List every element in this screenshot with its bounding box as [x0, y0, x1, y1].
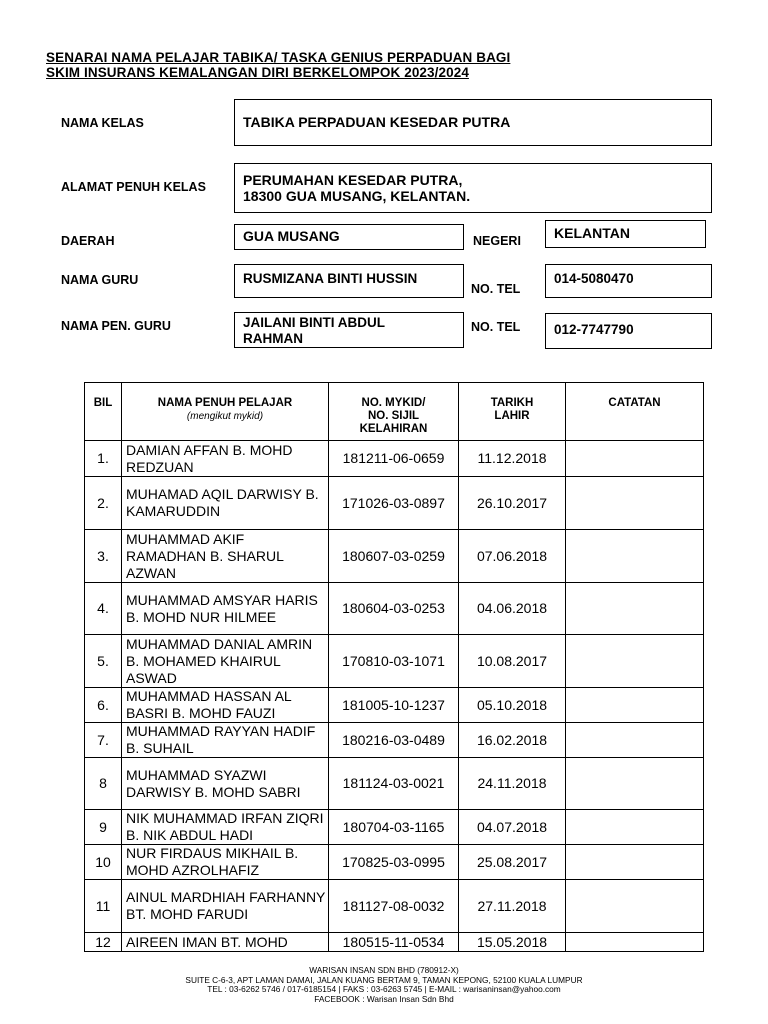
pen-guru-line-2: RAHMAN [243, 331, 303, 346]
cell-dob: 11.12.2018 [459, 441, 566, 477]
cell-name: MUHAMMAD AMSYAR HARIS B. MOHD NUR HILMEE [122, 583, 329, 635]
cell-catatan [566, 933, 704, 952]
cell-dob: 05.10.2018 [459, 688, 566, 723]
cell-mykid: 181005-10-1237 [329, 688, 459, 723]
nama-guru-label: NAMA GURU [61, 273, 139, 287]
cell-catatan [566, 530, 704, 583]
title-line-1: SENARAI NAMA PELAJAR TABIKA/ TASKA GENIUS PERPADUAN BAGI [46, 50, 511, 65]
cell-bil: 11 [85, 880, 122, 933]
alamat-line-2: 18300 GUA MUSANG, KELANTAN. [243, 188, 471, 204]
cell-dob: 15.05.2018 [459, 933, 566, 952]
cell-bil: 5. [85, 635, 122, 688]
table-row [85, 441, 704, 477]
cell-bil: 2. [85, 477, 122, 530]
cell-mykid: 170825-03-0995 [329, 845, 459, 880]
daerah-label: DAERAH [61, 234, 115, 248]
cell-mykid: 180515-11-0534 [329, 933, 459, 952]
cell-mykid: 181127-08-0032 [329, 880, 459, 933]
cell-name: MUHAMMAD RAYYAN HADIF B. SUHAIL [122, 723, 329, 758]
table-row [85, 723, 704, 758]
footer [0, 966, 768, 1004]
cell-name: NIK MUHAMMAD IRFAN ZIQRI B. NIK ABDUL HADI [122, 810, 329, 845]
table-row [85, 635, 704, 688]
footer-contact: TEL : 03-6262 5746 / 017-6185154 | FAKS : 03-6263 5745 | E-MAIL : warisaninsan@yahoo.com [207, 984, 561, 994]
table-row [85, 758, 704, 810]
alamat-field [234, 163, 712, 213]
cell-dob: 24.11.2018 [459, 758, 566, 810]
document-title [46, 50, 510, 80]
table-row [85, 845, 704, 880]
cell-bil: 6. [85, 688, 122, 723]
table-row [85, 583, 704, 635]
header-mykid-2: NO. SIJIL [367, 410, 420, 422]
cell-name: MUHAMAD AQIL DARWISY B. KAMARUDDIN [122, 477, 329, 530]
cell-mykid: 180607-03-0259 [329, 530, 459, 583]
cell-dob: 27.11.2018 [459, 880, 566, 933]
header-bil: BIL [85, 383, 122, 441]
header-mykid [329, 383, 459, 441]
nama-pen-guru-field [234, 312, 464, 348]
header-nama [122, 383, 329, 441]
table-row [85, 933, 704, 952]
cell-dob: 07.06.2018 [459, 530, 566, 583]
pen-guru-tel-field: 012-7747790 [545, 313, 712, 349]
cell-name: MUHAMMAD AKIF RAMADHAN B. SHARUL AZWAN [122, 530, 329, 583]
pen-guru-line-1: JAILANI BINTI ABDUL [243, 315, 385, 330]
cell-mykid: 181211-06-0659 [329, 441, 459, 477]
pen-guru-tel-label: NO. TEL [471, 320, 521, 334]
daerah-field: GUA MUSANG [234, 224, 464, 250]
cell-dob: 26.10.2017 [459, 477, 566, 530]
cell-catatan [566, 723, 704, 758]
title-line-2: SKIM INSURANS KEMALANGAN DIRI BERKELOMPOK 2023/2024 [46, 65, 469, 80]
header-nama-sub: (mengikut mykid) [186, 411, 264, 422]
cell-catatan [566, 880, 704, 933]
table-header-row [85, 383, 704, 441]
cell-dob: 16.02.2018 [459, 723, 566, 758]
footer-address: SUITE C-6-3, APT LAMAN DAMAI, JALAN KUANG BERTAM 9, TAMAN KEPONG, 52100 KUALA LUMPUR [185, 974, 583, 985]
header-mykid-1: NO. MYKID/ [361, 397, 426, 409]
footer-company: WARISAN INSAN SDN BHD (780912-X) [309, 965, 459, 975]
cell-dob: 10.08.2017 [459, 635, 566, 688]
header-tarikh-1: TARIKH [490, 397, 534, 409]
cell-bil: 8 [85, 758, 122, 810]
cell-mykid: 180216-03-0489 [329, 723, 459, 758]
nama-kelas-label: NAMA KELAS [61, 116, 144, 130]
header-mykid-3: KELAHIRAN [359, 423, 428, 435]
cell-name: MUHAMMAD DANIAL AMRIN B. MOHAMED KHAIRUL ASWAD [122, 635, 329, 688]
cell-name: MUHAMMAD SYAZWI DARWISY B. MOHD SABRI [122, 758, 329, 810]
nama-pen-guru-label: NAMA PEN. GURU [61, 319, 171, 333]
negeri-label: NEGERI [473, 234, 521, 248]
cell-bil: 4. [85, 583, 122, 635]
footer-facebook: FACEBOOK : Warisan Insan Sdn Bhd [314, 993, 454, 1004]
cell-catatan [566, 688, 704, 723]
cell-dob: 04.06.2018 [459, 583, 566, 635]
cell-catatan [566, 758, 704, 810]
cell-mykid: 180604-03-0253 [329, 583, 459, 635]
cell-bil: 1. [85, 441, 122, 477]
table-row [85, 810, 704, 845]
table-row [85, 530, 704, 583]
cell-dob: 25.08.2017 [459, 845, 566, 880]
cell-mykid: 170810-03-1071 [329, 635, 459, 688]
alamat-label: ALAMAT PENUH KELAS [61, 180, 206, 194]
negeri-field: KELANTAN [545, 220, 706, 248]
cell-name: NUR FIRDAUS MIKHAIL B. MOHD AZROLHAFIZ [122, 845, 329, 880]
cell-catatan [566, 810, 704, 845]
cell-catatan [566, 441, 704, 477]
cell-bil: 9 [85, 810, 122, 845]
cell-bil: 3. [85, 530, 122, 583]
cell-name: AIREEN IMAN BT. MOHD [122, 933, 329, 952]
nama-kelas-field: TABIKA PERPADUAN KESEDAR PUTRA [234, 99, 712, 146]
table-row [85, 880, 704, 933]
guru-tel-label: NO. TEL [471, 282, 521, 296]
cell-dob: 04.07.2018 [459, 810, 566, 845]
header-tarikh [459, 383, 566, 441]
cell-bil: 10 [85, 845, 122, 880]
cell-bil: 7. [85, 723, 122, 758]
cell-catatan [566, 583, 704, 635]
cell-name: AINUL MARDHIAH FARHANNY BT. MOHD FARUDI [122, 880, 329, 933]
alamat-line-1: PERUMAHAN KESEDAR PUTRA, [243, 172, 463, 188]
guru-tel-field: 014-5080470 [545, 264, 712, 298]
cell-mykid: 181124-03-0021 [329, 758, 459, 810]
cell-mykid: 171026-03-0897 [329, 477, 459, 530]
student-table [84, 382, 704, 952]
cell-bil: 12 [85, 933, 122, 952]
table-row [85, 688, 704, 723]
cell-name: DAMIAN AFFAN B. MOHD REDZUAN [122, 441, 329, 477]
cell-name: MUHAMMAD HASSAN AL BASRI B. MOHD FAUZI [122, 688, 329, 723]
header-nama-label: NAMA PENUH PELAJAR [157, 397, 293, 409]
cell-catatan [566, 845, 704, 880]
cell-catatan [566, 635, 704, 688]
cell-mykid: 180704-03-1165 [329, 810, 459, 845]
header-tarikh-2: LAHIR [494, 410, 530, 422]
nama-guru-field: RUSMIZANA BINTI HUSSIN [234, 264, 464, 298]
table-row [85, 477, 704, 530]
header-catatan: CATATAN [566, 383, 704, 441]
cell-catatan [566, 477, 704, 530]
